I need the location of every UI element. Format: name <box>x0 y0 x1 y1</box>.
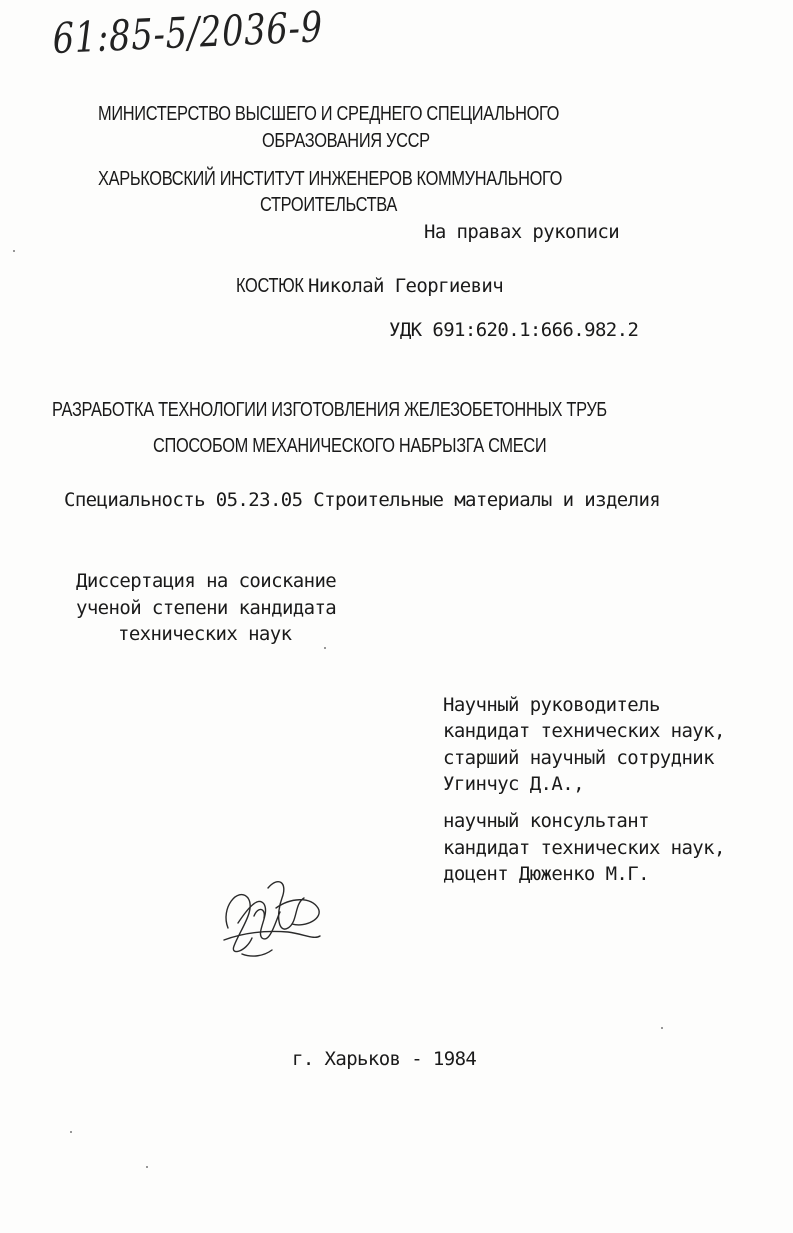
dissertation-line-1: Диссертация на соискание <box>76 570 337 592</box>
supervisor-line-1: Научный руководитель <box>443 694 660 716</box>
dissertation-line-2: ученой степени кандидата <box>76 597 337 619</box>
manuscript-rights: На правах рукописи <box>424 221 620 243</box>
dissertation-line-3: технических наук <box>118 623 292 645</box>
scan-speck <box>70 1131 72 1133</box>
scan-speck <box>324 647 326 649</box>
supervisor-line-4: Угинчус Д.А., <box>443 773 584 795</box>
author-given-names: Николай Георгиевич <box>308 275 504 297</box>
ministry-line-2: ОБРАЗОВАНИЯ УССР <box>262 130 430 152</box>
institute-line-2: СТРОИТЕЛЬСТВА <box>260 194 397 216</box>
place-year: г. Харьков - 1984 <box>292 1048 477 1070</box>
consultant-line-2: кандидат технических наук, <box>443 837 725 859</box>
scan-speck <box>13 250 15 252</box>
supervisor-line-3: старший научный сотрудник <box>443 747 714 769</box>
ministry-line-1: МИНИСТЕРСТВО ВЫСШЕГО И СРЕДНЕГО СПЕЦИАЛЬНОГО <box>98 103 560 125</box>
title-line-1: РАЗРАБОТКА ТЕХНОЛОГИИ ИЗГОТОВЛЕНИЯ ЖЕЛЕЗОБЕТОННЫХ ТРУБ <box>52 399 607 421</box>
archive-code-handwritten: 61:85-5/2036-9 <box>52 2 324 63</box>
supervisor-line-2: кандидат технических наук, <box>443 720 725 742</box>
title-line-2: СПОСОБОМ МЕХАНИЧЕСКОГО НАБРЫЗГА СМЕСИ <box>153 435 547 457</box>
consultant-line-3: доцент Дюженко М.Г. <box>443 863 649 885</box>
scan-speck <box>146 1166 148 1168</box>
author-surname: КОСТЮК <box>236 275 304 297</box>
udc-code: УДК 691:620.1:666.982.2 <box>389 319 639 341</box>
consultant-line-1: научный консультант <box>443 810 649 832</box>
signature <box>218 868 328 963</box>
institute-line-1: ХАРЬКОВСКИЙ ИНСТИТУТ ИНЖЕНЕРОВ КОММУНАЛЬНОГО <box>98 168 563 190</box>
scan-speck <box>661 1027 663 1029</box>
author-name <box>236 274 503 298</box>
specialty: Специальность 05.23.05 Строительные материалы и изделия <box>64 489 661 511</box>
